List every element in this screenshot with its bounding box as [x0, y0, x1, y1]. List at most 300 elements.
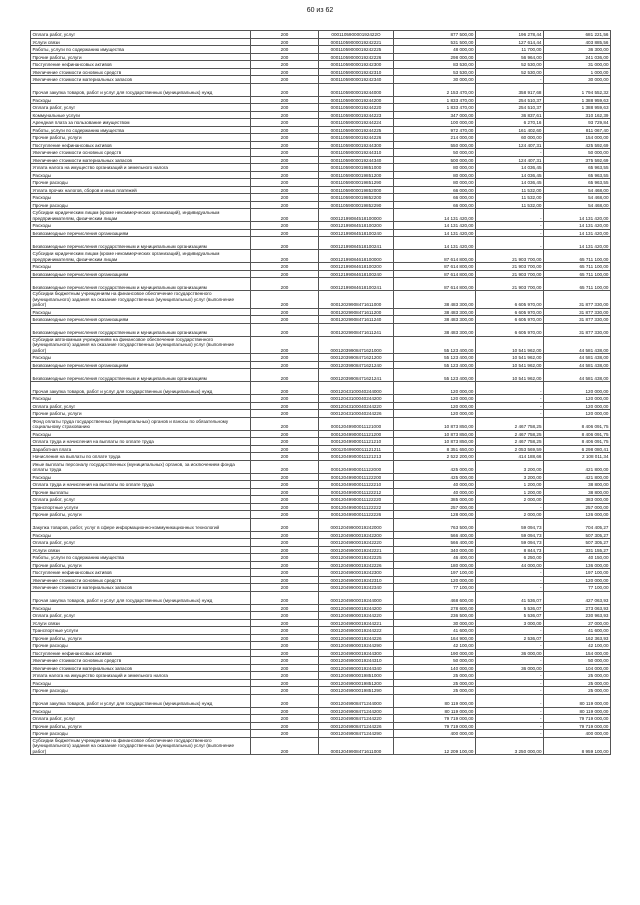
cell-kbk: 00012049908471244220 — [319, 715, 394, 723]
cell-v1: 278 600,00 — [394, 604, 476, 612]
cell-v1: 55 123 400,00 — [394, 354, 476, 362]
cell-v3: 403 885,56 — [544, 38, 611, 46]
cell-v1: 87 614 800,00 — [394, 270, 476, 278]
cell-v3: 2 108 011,34 — [544, 453, 611, 461]
cell-v3: 230 963,93 — [544, 612, 611, 620]
cell-kbk: 000110590000192422О — [319, 31, 394, 39]
table-row — [31, 518, 611, 531]
cell-name: Прочие расходы — [31, 730, 251, 738]
cell-v2: - — [476, 576, 544, 584]
cell-v2: 21 903 700,00 — [476, 270, 544, 278]
cell-name: Уплата налога на имущество организаций и земельного налога — [31, 672, 251, 680]
cell-v2: 414 188,66 — [476, 453, 544, 461]
cell-kbk: 00012049908471244226 — [319, 722, 394, 730]
table-row — [31, 179, 611, 187]
cell-v1: 550 000,00 — [394, 141, 476, 149]
table-row — [31, 430, 611, 438]
cell-code: 200 — [251, 68, 319, 76]
cell-v2: 59 094,73 — [476, 518, 544, 531]
cell-code: 200 — [251, 263, 319, 271]
cell-v2: 124 407,31 — [476, 141, 544, 149]
cell-code: 200 — [251, 308, 319, 316]
cell-code: 200 — [251, 591, 319, 604]
cell-v2: 6 605 970,00 — [476, 291, 544, 309]
cell-v2: - — [476, 222, 544, 230]
cell-v3: 704 405,27 — [544, 518, 611, 531]
table-row — [31, 104, 611, 112]
cell-code: 200 — [251, 222, 319, 230]
cell-name: Прочие работы, услуги — [31, 410, 251, 418]
table-row — [31, 402, 611, 410]
cell-name: Работы, услуги по содержанию имущества — [31, 126, 251, 134]
cell-v2: 11 532,00 — [476, 194, 544, 202]
cell-v3: 14 131 420,00 — [544, 237, 611, 250]
table-row — [31, 715, 611, 723]
cell-v2: - — [476, 209, 544, 222]
cell-name: Расходы — [31, 473, 251, 481]
cell-name: Прочие работы, услуги — [31, 511, 251, 519]
cell-kbk: 00012039908471621240 — [319, 361, 394, 369]
table-row — [31, 263, 611, 271]
cell-v2: 10 541 962,00 — [476, 361, 544, 369]
cell-name: Безвозмездные перечисления государственным и муниципальным организациям — [31, 369, 251, 382]
cell-kbk: 00012043100040244200 — [319, 395, 394, 403]
cell-code: 200 — [251, 31, 319, 39]
cell-v2: - — [476, 237, 544, 250]
table-row — [31, 627, 611, 635]
cell-v3: 310 162,39 — [544, 111, 611, 119]
cell-v3: 1 794 552,32 — [544, 83, 611, 96]
cell-code: 200 — [251, 737, 319, 755]
cell-name: Услуги связи — [31, 546, 251, 554]
cell-kbk: 00012049900019242226 — [319, 561, 394, 569]
cell-code: 200 — [251, 687, 319, 695]
cell-v2: 36 000,00 — [476, 649, 544, 657]
cell-v2: 254 510,37 — [476, 96, 544, 104]
cell-kbk: 00011059000019244200 — [319, 96, 394, 104]
cell-v3: 14 131 420,00 — [544, 229, 611, 237]
cell-v2: - — [476, 657, 544, 665]
cell-v3: 65 711 100,00 — [544, 278, 611, 291]
cell-v1: 38 483 300,00 — [394, 291, 476, 309]
cell-kbk: 00012049900019244220 — [319, 612, 394, 620]
cell-v1: 1 833 470,00 — [394, 104, 476, 112]
cell-v2: 124 407,31 — [476, 156, 544, 164]
cell-v3: 44 581 438,00 — [544, 369, 611, 382]
cell-v3: 31 000,00 — [544, 61, 611, 69]
cell-kbk: 00012049900019242200 — [319, 531, 394, 539]
cell-kbk: 00012049900011122210 — [319, 481, 394, 489]
cell-v1: 468 600,00 — [394, 591, 476, 604]
table-row — [31, 576, 611, 584]
cell-code: 200 — [251, 672, 319, 680]
cell-kbk: 00012049900011122220 — [319, 496, 394, 504]
table-row — [31, 141, 611, 149]
cell-name: Арендная плата за пользование имуществом — [31, 119, 251, 127]
cell-name: Прочие расходы — [31, 201, 251, 209]
cell-kbk: 00011059000019851200 — [319, 171, 394, 179]
cell-v1: 48 000,00 — [394, 46, 476, 54]
table-row — [31, 687, 611, 695]
cell-v2: 59 094,73 — [476, 539, 544, 547]
cell-v2: - — [476, 694, 544, 707]
cell-v2: 56 964,00 — [476, 53, 544, 61]
cell-v2: 2 000,00 — [476, 511, 544, 519]
cell-kbk: 00012029908471611000 — [319, 291, 394, 309]
cell-name: Прочие работы, услуги — [31, 134, 251, 142]
cell-name: Прочая закупка товаров, работ и услуг для государственных (муниципальных) нужд — [31, 83, 251, 96]
cell-kbk: 00011059000019242226 — [319, 53, 394, 61]
table-row — [31, 308, 611, 316]
table-row — [31, 164, 611, 172]
cell-kbk: 00012199084518100200 — [319, 222, 394, 230]
cell-code: 200 — [251, 270, 319, 278]
cell-code: 200 — [251, 584, 319, 592]
cell-v1: 80 119 000,00 — [394, 707, 476, 715]
cell-code: 200 — [251, 453, 319, 461]
cell-name: Расходы — [31, 707, 251, 715]
cell-name: Субсидии юридическим лицам (кроме некоммерческих организаций), индивидуальным предпринимателям, физическим лицам — [31, 209, 251, 222]
cell-code: 200 — [251, 503, 319, 511]
table-row — [31, 722, 611, 730]
cell-v1: 80 000,00 — [394, 179, 476, 187]
cell-name: Расходы — [31, 531, 251, 539]
cell-code: 200 — [251, 186, 319, 194]
cell-name: Закупка товаров, работ, услуг в сфере информационно-коммуникационных технологий — [31, 518, 251, 531]
cell-code: 200 — [251, 361, 319, 369]
table-row — [31, 186, 611, 194]
cell-v1: 83 530,00 — [394, 61, 476, 69]
table-row — [31, 672, 611, 680]
table-row — [31, 149, 611, 157]
cell-kbk: 00012039908471621241 — [319, 369, 394, 382]
cell-kbk: 00011059000019244310 — [319, 149, 394, 157]
cell-v2: - — [476, 229, 544, 237]
cell-v1: 14 131 420,00 — [394, 222, 476, 230]
table-row — [31, 336, 611, 354]
cell-v2: 10 541 962,00 — [476, 354, 544, 362]
cell-kbk: 00012049900011121211 — [319, 445, 394, 453]
cell-name: Увеличение стоимости материальных запасов — [31, 76, 251, 84]
cell-v3: 50 000,00 — [544, 149, 611, 157]
cell-name: Работы, услуги по содержанию имущества — [31, 554, 251, 562]
cell-v1: 41 600,00 — [394, 627, 476, 635]
cell-v1: 347 000,00 — [394, 111, 476, 119]
cell-kbk: 00012029908471611241 — [319, 323, 394, 336]
cell-v2: - — [476, 715, 544, 723]
cell-code: 200 — [251, 229, 319, 237]
cell-v2: - — [476, 730, 544, 738]
cell-v1: 340 000,00 — [394, 546, 476, 554]
cell-v3: 8 959 100,00 — [544, 737, 611, 755]
cell-v1: 14 131 420,00 — [394, 209, 476, 222]
cell-kbk: 00012049900019242300 — [319, 569, 394, 577]
cell-v1: 100 000,00 — [394, 119, 476, 127]
cell-v1: 877 500,00 — [394, 31, 476, 39]
table-row — [31, 209, 611, 222]
cell-code: 200 — [251, 604, 319, 612]
cell-name: Прочая закупка товаров, работ и услуг для государственных (муниципальных) нужд — [31, 591, 251, 604]
table-row — [31, 707, 611, 715]
cell-v1: 10 873 850,00 — [394, 417, 476, 430]
cell-v1: 55 123 400,00 — [394, 369, 476, 382]
cell-v2: - — [476, 672, 544, 680]
cell-code: 200 — [251, 438, 319, 446]
cell-code: 200 — [251, 715, 319, 723]
cell-kbk: 00012029908471611200 — [319, 308, 394, 316]
cell-code: 200 — [251, 38, 319, 46]
cell-v2: 358 917,68 — [476, 83, 544, 96]
cell-v1: 87 614 800,00 — [394, 278, 476, 291]
cell-v1: 10 873 850,00 — [394, 438, 476, 446]
cell-code: 200 — [251, 707, 319, 715]
cell-name: Прочие расходы — [31, 179, 251, 187]
cell-code: 200 — [251, 126, 319, 134]
cell-v2: 36 837,61 — [476, 111, 544, 119]
cell-v3: 8 406 091,75 — [544, 430, 611, 438]
cell-v1: 40 000,00 — [394, 481, 476, 489]
cell-kbk: 00012199084618100000 — [319, 250, 394, 263]
table-row — [31, 201, 611, 209]
cell-v2: 21 903 700,00 — [476, 278, 544, 291]
cell-kbk: 00012049900019244300 — [319, 649, 394, 657]
cell-name: Субсидии автономным учреждениям на финансовое обеспечение государственного (муниципального) задания на оказание государственных (муниципальных) услуг (выполнение работ) — [31, 336, 251, 354]
cell-v3: 77 100,00 — [544, 584, 611, 592]
cell-code: 200 — [251, 83, 319, 96]
cell-v3: 6 298 080,41 — [544, 445, 611, 453]
table-row — [31, 730, 611, 738]
cell-v1: 66 000,00 — [394, 194, 476, 202]
cell-v1: 14 131 420,00 — [394, 229, 476, 237]
cell-name: Фонд оплаты труда государственных (муниципальных) органов и взносы по обязательному социальному страхованию — [31, 417, 251, 430]
cell-v1: 1 833 470,00 — [394, 96, 476, 104]
cell-name: Уплата прочих налогов, сборов и иных платежей — [31, 186, 251, 194]
cell-name: Поступление нефинансовых активов — [31, 61, 251, 69]
cell-v1: 120 000,00 — [394, 382, 476, 395]
cell-v2: 3 000,00 — [476, 619, 544, 627]
cell-v3: 154 000,00 — [544, 134, 611, 142]
cell-v1: 128 000,00 — [394, 511, 476, 519]
cell-v3: 421 800,00 — [544, 473, 611, 481]
cell-v1: 55 123 400,00 — [394, 361, 476, 369]
cell-v1: 30 000,00 — [394, 76, 476, 84]
cell-v3: 54 468,00 — [544, 194, 611, 202]
cell-v2: 10 541 962,00 — [476, 336, 544, 354]
table-row — [31, 503, 611, 511]
cell-kbk: 00012049900019242220 — [319, 539, 394, 547]
cell-code: 200 — [251, 171, 319, 179]
table-row — [31, 679, 611, 687]
cell-v1: 25 000,00 — [394, 687, 476, 695]
table-row — [31, 488, 611, 496]
cell-v1: 42 100,00 — [394, 642, 476, 650]
cell-code: 200 — [251, 694, 319, 707]
table-row — [31, 410, 611, 418]
cell-v3: 681 221,56 — [544, 31, 611, 39]
table-row — [31, 316, 611, 324]
cell-v3: 331 155,27 — [544, 546, 611, 554]
cell-v3: 811 067,40 — [544, 126, 611, 134]
cell-v2: 2 053 569,59 — [476, 445, 544, 453]
cell-kbk: 00012049900019242225 — [319, 554, 394, 562]
table-row — [31, 460, 611, 473]
cell-v3: 383 000,00 — [544, 496, 611, 504]
cell-name: Прочие работы, услуги — [31, 53, 251, 61]
cell-v3: 507 305,27 — [544, 531, 611, 539]
cell-code: 200 — [251, 445, 319, 453]
table-row — [31, 361, 611, 369]
cell-name: Услуги связи — [31, 619, 251, 627]
cell-code: 200 — [251, 569, 319, 577]
cell-v3: 65 963,55 — [544, 171, 611, 179]
cell-v2: 2 467 758,25 — [476, 438, 544, 446]
cell-name: Увеличение стоимости основных средств — [31, 657, 251, 665]
cell-kbk: 00012049908471244200 — [319, 707, 394, 715]
cell-code: 200 — [251, 382, 319, 395]
cell-code: 200 — [251, 96, 319, 104]
cell-kbk: 00012049900011122000 — [319, 460, 394, 473]
cell-v1: 257 000,00 — [394, 503, 476, 511]
cell-code: 200 — [251, 664, 319, 672]
table-row — [31, 737, 611, 755]
cell-v1: 10 873 850,00 — [394, 430, 476, 438]
cell-v2: 2 000,00 — [476, 496, 544, 504]
table-row — [31, 76, 611, 84]
cell-v3: 375 592,69 — [544, 156, 611, 164]
cell-name: Безвозмездные перечисления организациям — [31, 361, 251, 369]
cell-code: 200 — [251, 179, 319, 187]
cell-v1: 66 000,00 — [394, 201, 476, 209]
cell-v3: 65 963,55 — [544, 179, 611, 187]
cell-v3: 79 719 000,00 — [544, 715, 611, 723]
cell-v1: 236 500,00 — [394, 612, 476, 620]
cell-code: 200 — [251, 679, 319, 687]
cell-v2: 59 094,73 — [476, 531, 544, 539]
cell-v1: 87 614 800,00 — [394, 263, 476, 271]
cell-v1: 140 000,00 — [394, 664, 476, 672]
cell-v3: 25 000,00 — [544, 679, 611, 687]
cell-name: Безвозмездные перечисления государственным и муниципальным организациям — [31, 323, 251, 336]
cell-name: Прочие расходы — [31, 642, 251, 650]
cell-v1: 53 530,00 — [394, 68, 476, 76]
cell-v1: 531 500,00 — [394, 38, 476, 46]
cell-v3: 30 000,00 — [544, 76, 611, 84]
table-row — [31, 561, 611, 569]
cell-v3: 27 000,00 — [544, 619, 611, 627]
cell-v1: 197 100,00 — [394, 569, 476, 577]
cell-name: Субсидии бюджетным учреждениям на финансовое обеспечение государственного (муниципального) задания на оказание государственных (муниципальных) услуг (выполнение работ) — [31, 291, 251, 309]
cell-v3: 38 800,00 — [544, 488, 611, 496]
cell-name: Оплата труда и начисления на выплаты по оплате труда — [31, 481, 251, 489]
cell-v3: 421 800,00 — [544, 460, 611, 473]
table-row — [31, 511, 611, 519]
table-row — [31, 323, 611, 336]
cell-v1: 2 153 470,00 — [394, 83, 476, 96]
cell-name: Оплата работ, услуг — [31, 496, 251, 504]
cell-code: 200 — [251, 149, 319, 157]
cell-kbk: 00012049908471611000 — [319, 737, 394, 755]
cell-v1: 214 000,00 — [394, 134, 476, 142]
cell-v1: 8 351 650,00 — [394, 445, 476, 453]
cell-v1: 2 522 200,00 — [394, 453, 476, 461]
cell-v2: 3 250 000,00 — [476, 737, 544, 755]
cell-name: Расходы — [31, 171, 251, 179]
cell-code: 200 — [251, 209, 319, 222]
cell-code: 200 — [251, 354, 319, 362]
cell-v2: - — [476, 642, 544, 650]
cell-name: Расходы — [31, 194, 251, 202]
cell-v3: 25 000,00 — [544, 687, 611, 695]
cell-v1: 30 000,00 — [394, 619, 476, 627]
cell-v3: 120 000,00 — [544, 382, 611, 395]
cell-name: Поступление нефинансовых активов — [31, 141, 251, 149]
cell-name: Оплата работ, услуг — [31, 402, 251, 410]
cell-v2: 1 200,00 — [476, 481, 544, 489]
cell-kbk: 00011059000019244224 — [319, 119, 394, 127]
table-row — [31, 222, 611, 230]
cell-v2: - — [476, 382, 544, 395]
cell-code: 200 — [251, 496, 319, 504]
cell-kbk: 00011059000019244300 — [319, 141, 394, 149]
cell-v2: 5 536,07 — [476, 612, 544, 620]
cell-name: Оплата работ, услуг — [31, 715, 251, 723]
cell-name: Увеличение стоимости материальных запасов — [31, 584, 251, 592]
cell-name: Иные выплаты персоналу государственных (муниципальных) органов, за исключением фонда оплаты труда — [31, 460, 251, 473]
cell-code: 200 — [251, 278, 319, 291]
cell-v3: 44 581 438,00 — [544, 336, 611, 354]
cell-v1: 566 400,00 — [394, 531, 476, 539]
cell-v3: 65 711 100,00 — [544, 250, 611, 263]
cell-name: Транспортные услуги — [31, 627, 251, 635]
cell-kbk: 00012199084618100241 — [319, 278, 394, 291]
cell-code: 200 — [251, 134, 319, 142]
cell-v2: 6 605 970,00 — [476, 316, 544, 324]
cell-code: 200 — [251, 237, 319, 250]
cell-kbk: 00012049900011122222 — [319, 503, 394, 511]
table-row — [31, 569, 611, 577]
cell-name: Увеличение стоимости основных средств — [31, 576, 251, 584]
cell-code: 200 — [251, 201, 319, 209]
cell-name: Работы, услуги по содержанию имущества — [31, 46, 251, 54]
cell-v3: 14 131 420,00 — [544, 222, 611, 230]
table-row — [31, 473, 611, 481]
cell-v3: 120 000,00 — [544, 410, 611, 418]
cell-v3: 136 000,00 — [544, 561, 611, 569]
cell-v3: 25 000,00 — [544, 672, 611, 680]
cell-v1: 50 000,00 — [394, 149, 476, 157]
cell-v2: 254 510,37 — [476, 104, 544, 112]
cell-name: Оплата работ, услуг — [31, 612, 251, 620]
table-row — [31, 612, 611, 620]
table-row — [31, 111, 611, 119]
cell-code: 200 — [251, 539, 319, 547]
cell-kbk: 00011059000019242225 — [319, 46, 394, 54]
cell-name: Увеличение стоимости материальных запасов — [31, 156, 251, 164]
cell-kbk: 00012199084518100000 — [319, 209, 394, 222]
cell-v1: 38 483 300,00 — [394, 308, 476, 316]
cell-v2: 44 000,00 — [476, 561, 544, 569]
cell-kbk: 00012049900011122200 — [319, 473, 394, 481]
cell-kbk: 00011059000019244226 — [319, 134, 394, 142]
table-row — [31, 539, 611, 547]
cell-kbk: 00011059000019242340 — [319, 76, 394, 84]
cell-code: 200 — [251, 511, 319, 519]
cell-v1: 400 000,00 — [394, 730, 476, 738]
cell-v2: 21 903 700,00 — [476, 250, 544, 263]
cell-v2: - — [476, 627, 544, 635]
cell-v3: 42 100,00 — [544, 642, 611, 650]
cell-kbk: 00011059000019242221 — [319, 38, 394, 46]
